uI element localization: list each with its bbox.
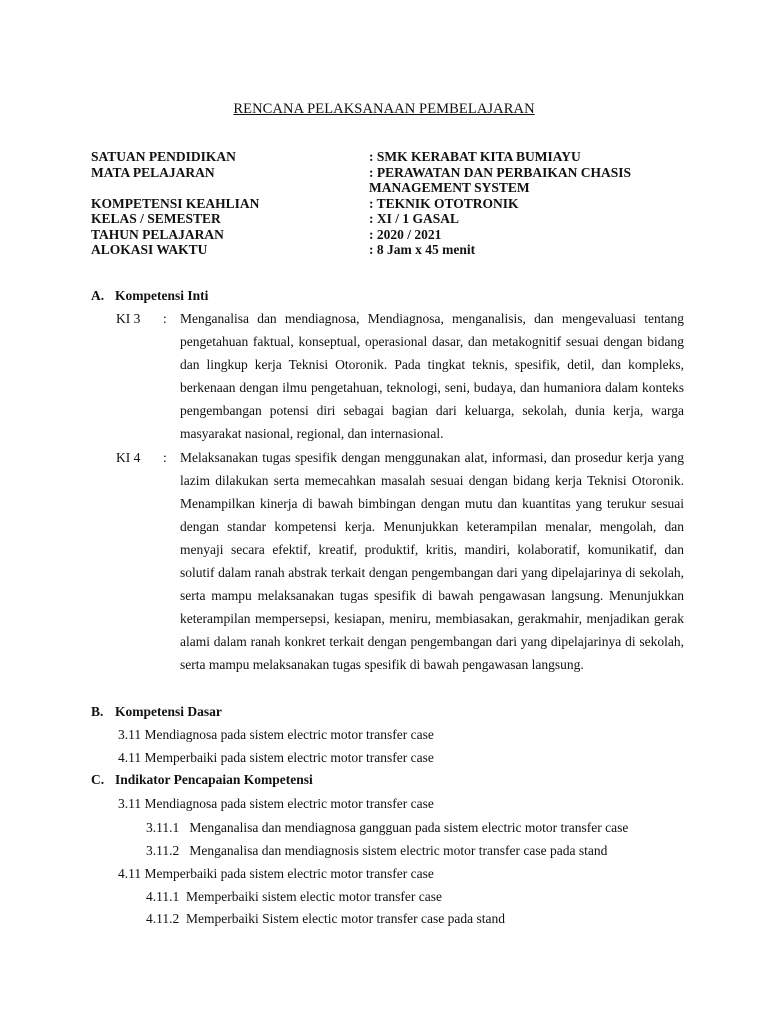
meta-value: : 2020 / 2021 — [369, 226, 442, 242]
meta-value: : PERAWATAN DAN PERBAIKAN CHASIS — [369, 164, 632, 180]
kd-item: 4.11 Memperbaiki pada sistem electric motor transfer case — [118, 750, 434, 765]
ipk-item: 3.11.2 Menganalisa dan mendiagnosis sistem electric motor transfer case pada stand — [146, 843, 608, 858]
meta-key: KELAS / SEMESTER — [91, 211, 221, 226]
meta-value: : XI / 1 GASAL — [369, 211, 460, 226]
meta-value: : TEKNIK OTOTRONIK — [369, 195, 519, 211]
section-heading-kompetensi-dasar — [91, 704, 222, 720]
section-heading-indikator — [91, 772, 313, 788]
meta-key: ALOKASI WAKTU — [91, 242, 208, 257]
meta-key: KOMPETENSI KEAHLIAN — [91, 195, 260, 211]
meta-value-continued: MANAGEMENT SYSTEM — [369, 180, 530, 195]
ki-colon: : — [163, 450, 167, 465]
ki-label: KI 3 — [116, 311, 141, 326]
ki-label: KI 4 — [116, 450, 141, 465]
ki-3-text: Menganalisa dan mendiagnosa, Mendiagnosa, menganalisis, dan mengevaluasi tentang pengetahuan faktual, konseptual, operasional dasar, dan metakognitif sesuai dengan bidang dan lingkup kerja Teknisi Otoronik. Pada tingkat teknis, spesifik, detil, dan kompleks, berkenaan dengan ilmu pengetahuan, teknologi, seni, budaya, dan humaniora dalam konteks pengembangan potensi diri sebagai bagian dari keluarga, sekolah, dunia kerja, warga masyarakat nasional, regional, dan internasional. — [180, 311, 684, 441]
ipk-item: 4.11.1 Memperbaiki sistem electic motor transfer case — [146, 889, 443, 904]
meta-key: TAHUN PELAJARAN — [91, 226, 224, 242]
ipk-kd-heading: 3.11 Mendiagnosa pada sistem electric motor transfer case — [118, 796, 434, 811]
section-heading-kompetensi-inti — [91, 288, 208, 304]
section-letter: C. — [91, 772, 105, 787]
kd-item: 3.11 Mendiagnosa pada sistem electric motor transfer case — [118, 727, 434, 742]
ipk-item: 3.11.1 Menganalisa dan mendiagnosa gangguan pada sistem electric motor transfer case — [146, 820, 629, 835]
section-letter: B. — [91, 704, 104, 719]
meta-value: : 8 Jam x 45 menit — [369, 242, 476, 257]
ipk-item: 4.11.2 Memperbaiki Sistem electic motor transfer case pada stand — [146, 911, 506, 926]
section-title: Kompetensi Inti — [115, 288, 209, 303]
ki-colon: : — [163, 311, 167, 326]
section-title: Kompetensi Dasar — [115, 704, 222, 719]
ipk-kd-heading: 4.11 Memperbaiki pada sistem electric motor transfer case — [118, 866, 434, 881]
meta-key: MATA PELAJARAN — [91, 164, 215, 180]
section-title: Indikator Pencapaian Kompetensi — [115, 772, 313, 787]
section-letter: A. — [91, 288, 105, 303]
meta-value: : SMK KERABAT KITA BUMIAYU — [369, 149, 581, 164]
ki-4-text: Melaksanakan tugas spesifik dengan menggunakan alat, informasi, dan prosedur kerja yang lazim dilakukan serta memecahkan masalah sesuai dengan bidang kerja Teknisi Otoronik. Menampilkan kinerja di bawah bimbingan dengan mutu dan kuantitas yang terukur sesuai dengan standar kompetensi kerja. Menunjukkan keterampilan menalar, mengolah, dan menyaji secara efektif, kreatif, produktif, kritis, mandiri, kolaboratif, komunikatif, dan solutif dalam ranah abstrak terkait dengan pengembangan dari yang dipelajarinya di sekolah, serta mampu melaksanakan tugas spesifik di bawah pengawasan langsung. Menunjukkan keterampilan mempersepsi, kesiapan, meniru, membiasakan, gerakmahir, menjadikan gerak alami dalam ranah konkret terkait dengan pengembangan dari yang dipelajarinya di sekolah, serta mampu melaksanakan tugas spesifik di bawah pengawasan langsung. — [180, 450, 684, 672]
meta-key: SATUAN PENDIDIKAN — [91, 149, 236, 164]
document-title: RENCANA PELAKSANAAN PEMBELAJARAN — [233, 101, 535, 117]
